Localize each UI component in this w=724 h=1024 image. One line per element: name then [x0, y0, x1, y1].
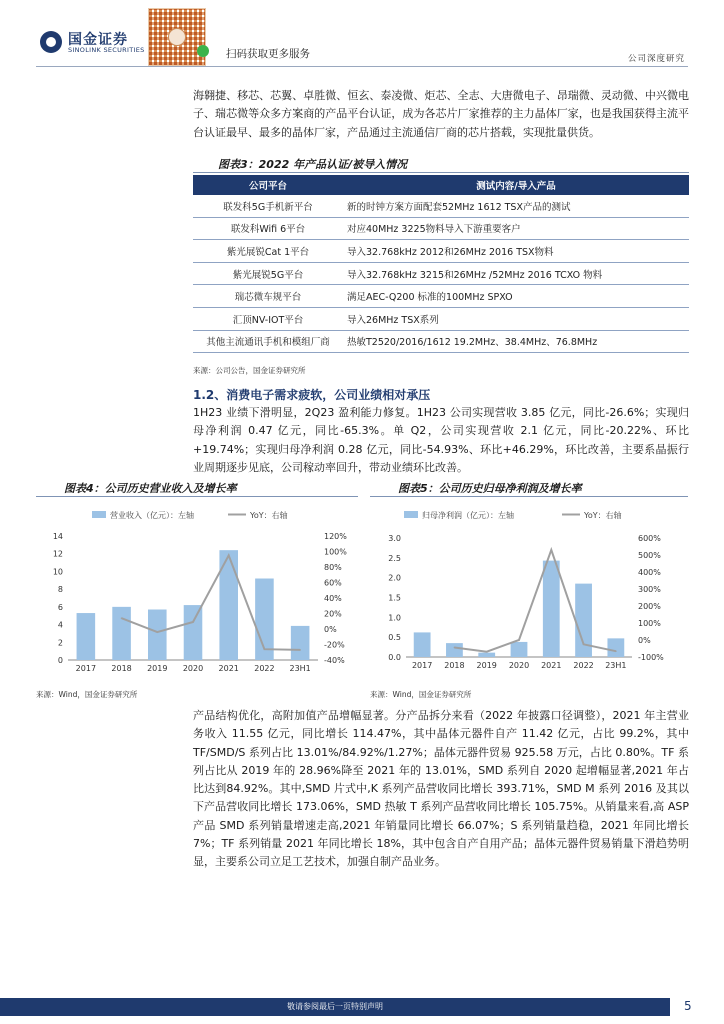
- left-axis-tick-label: 2: [57, 638, 63, 648]
- legend-line-label: YoY：右轴: [584, 511, 622, 520]
- bar-2020: [184, 605, 203, 660]
- table-cell: 热敏T2520/2016/1612 19.2MHz、38.4MHz、76.8MHz: [343, 330, 689, 353]
- left-axis-tick-label: 4: [57, 620, 63, 630]
- x-tick-label: 2017: [411, 661, 433, 670]
- table-header-row: [193, 175, 689, 195]
- report-type: 公司深度研究: [627, 54, 685, 64]
- bar-2019: [478, 653, 495, 657]
- table-row: [193, 217, 689, 240]
- left-axis-tick-label: 14: [52, 532, 63, 541]
- right-axis-tick-label: 0%: [638, 636, 651, 645]
- right-axis-tick-label: 0%: [324, 625, 337, 634]
- x-tick-label: 2018: [444, 661, 465, 670]
- left-axis-tick-label: 0.5: [388, 633, 401, 643]
- figure5-title: 图表5：公司历史归母净利润及增长率: [398, 482, 582, 495]
- table-cell: 对应40MHz 3225物料导入下游重要客户: [343, 217, 689, 240]
- left-axis-tick-label: 6: [57, 602, 63, 612]
- figure3-source: 来源：公司公告，国金证券研究所: [193, 366, 306, 375]
- right-axis-tick-label: 60%: [324, 578, 342, 588]
- page-number: 5: [684, 999, 692, 1013]
- figure3-title: 图表3：2022 年产品认证/被导入情况: [218, 158, 408, 171]
- revenue-chart: [36, 500, 358, 685]
- bar-2020: [511, 642, 528, 657]
- table-row: [193, 262, 689, 285]
- left-axis-tick-label: 8: [57, 585, 63, 595]
- figure4-title: 图表4：公司历史营业收入及增长率: [64, 482, 237, 495]
- section-title: 1.2、消费电子需求疲软，公司业绩相对承压: [193, 388, 431, 402]
- figure3-title-rule: [193, 172, 689, 173]
- table-header-platform: 公司平台: [193, 175, 343, 195]
- closing-paragraph: 产品结构优化，高附加值产品增幅显著。分产品拆分来看（2022 年披露口径调整），2021 年主营业务收入 11.55 亿元，同比增长 114.47%，其中晶体元器件自产 11.42 亿元，占比 99.2%，其中 TF/SMD/S 系列占比 13.01%/84.92%/1.27%；晶体元器件贸易 925.58 万元，占比 0.80%。TF 系列占比从 2019 年的 28.96%降至 2021 年的 13.01%，SMD 系列自 2020 起增幅显著,2021 年占比达到84.92%。其中,SMD 片式中,K 系列产品营收同比增长 393.71%，SMD M 系列 2016 及其以下产品营收同比增长 173.06%，SMD 热敏 T 系列产品营收同比增长 105.75%。从销量来看,高 ASP 产品 SMD 系列销量增速走高,2021 年销量同比增长 66.07%；S 系列销量趋稳，2021 年同比增长 7%；TF 系列销量 2021 年同比增长 18%，其中包含自产自用产品；晶体元器件贸易销量下滑趋势明显，主要系公司立足工艺技术，加强自制产品业务。: [193, 709, 689, 869]
- right-axis-tick-label: 400%: [638, 568, 661, 577]
- yoy-point-2022: [583, 643, 585, 645]
- left-axis-tick-label: 2.5: [388, 553, 401, 563]
- right-axis-tick-label: 100%: [638, 619, 661, 628]
- x-tick-label: 2022: [573, 661, 594, 670]
- right-axis-tick-label: 500%: [638, 551, 661, 560]
- yoy-point-2018: [121, 617, 123, 619]
- footer-disclaimer[interactable]: 敬请参阅最后一页特别声明: [287, 1002, 383, 1011]
- table-cell: 导入32.768kHz 2012和26MHz 2016 TSX物料: [343, 240, 689, 263]
- figure5-title-rule: [370, 496, 688, 497]
- table-cell: 联发科5G手机新平台: [193, 195, 343, 217]
- bar-23H1: [291, 626, 310, 660]
- table-cell: 导入26MHz TSX系列: [343, 307, 689, 330]
- left-axis-tick-label: 3.0: [388, 534, 401, 543]
- bar-2019: [148, 610, 167, 660]
- figure4-title-rule: [36, 496, 358, 497]
- x-tick-label: 2019: [147, 664, 168, 673]
- legend-bar-label: 归母净利润（亿元）：左轴: [422, 511, 514, 520]
- table-row: [193, 330, 689, 353]
- x-tick-label: 2020: [182, 664, 204, 673]
- certification-table: [193, 175, 689, 353]
- right-axis-tick-label: -100%: [638, 653, 664, 662]
- yoy-point-2022: [264, 648, 266, 650]
- table-row: [193, 195, 689, 217]
- right-axis-tick-label: 80%: [324, 563, 342, 572]
- qr-center-mark: [168, 28, 186, 46]
- header-divider: [36, 66, 688, 67]
- bar-2018: [446, 643, 463, 657]
- legend-bar-swatch: [404, 511, 418, 518]
- yoy-point-23H1: [299, 649, 301, 651]
- table-cell: 紫光展锐5G平台: [193, 262, 343, 285]
- bar-23H1: [607, 638, 624, 657]
- table-cell: 导入32.768kHz 3215和26MHz /52MHz 2016 TCXO 物料: [343, 262, 689, 285]
- table-row: [193, 240, 689, 263]
- figure4-source: 来源：Wind，国金证券研究所: [36, 690, 138, 699]
- left-axis-tick-label: 10: [52, 567, 63, 577]
- x-tick-label: 23H1: [289, 664, 311, 673]
- right-axis-tick-label: 20%: [324, 609, 342, 619]
- table-cell: 其他主流通讯手机和模组厂商: [193, 330, 343, 353]
- left-axis-tick-label: 0.0: [388, 653, 401, 662]
- right-axis-tick-label: 200%: [638, 602, 661, 611]
- right-axis-tick-label: 120%: [324, 532, 347, 541]
- legend-bar-label: 营业收入（亿元）：左轴: [110, 511, 194, 520]
- wechat-badge-icon: [197, 45, 209, 57]
- legend-bar-swatch: [92, 511, 106, 518]
- x-tick-label: 2021: [218, 664, 239, 673]
- bar-2017: [77, 613, 96, 660]
- x-tick-label: 2020: [508, 661, 530, 670]
- intro-paragraph: 海翱捷、移芯、芯翼、卓胜微、恒玄、泰凌微、炬芯、全志、大唐微电子、昂瑞微、灵动微、中兴微电子、瑞芯微等众多方案商的产品平台认证，成为各芯片厂家推荐的主力晶体厂家，也是我国获得主流平台认证最早、最多的晶体厂家，产品通过主流通信厂商的芯片搭载，实现批量供货。: [193, 89, 689, 139]
- right-axis-tick-label: 600%: [638, 534, 661, 543]
- x-tick-label: 2018: [111, 664, 132, 673]
- right-axis-tick-label: -40%: [324, 656, 345, 665]
- x-tick-label: 2017: [75, 664, 97, 673]
- table-cell: 联发科Wifi 6平台: [193, 217, 343, 240]
- logo-text-cn: 国金证券: [68, 32, 128, 48]
- table-cell: 满足AEC-Q200 标准的100MHz SPXO: [343, 285, 689, 308]
- left-axis-tick-label: 1.0: [388, 613, 401, 623]
- x-tick-label: 2019: [476, 661, 497, 670]
- yoy-point-2020: [518, 639, 520, 641]
- yoy-point-2021: [228, 555, 230, 557]
- yoy-point-23H1: [615, 650, 617, 652]
- right-axis-tick-label: 100%: [324, 547, 347, 557]
- table-cell: 汇顶NV-IOT平台: [193, 307, 343, 330]
- right-axis-tick-label: 40%: [324, 594, 342, 603]
- table-cell: 新的时钟方案方面配套52MHz 1612 TSX产品的测试: [343, 195, 689, 217]
- yoy-point-2021: [550, 549, 552, 551]
- bar-2021: [543, 561, 560, 657]
- company-logo-icon: [40, 31, 62, 53]
- table-row: [193, 285, 689, 308]
- table-cell: 瑞芯微车规平台: [193, 285, 343, 308]
- scan-prompt: 扫码获取更多服务: [226, 48, 310, 60]
- table-row: [193, 307, 689, 330]
- legend-line-label: YoY：右轴: [250, 511, 288, 520]
- right-axis-tick-label: 300%: [638, 585, 661, 594]
- yoy-point-2019: [486, 651, 488, 653]
- bar-2018: [112, 607, 131, 660]
- x-tick-label: 2021: [541, 661, 562, 670]
- yoy-point-2020: [192, 621, 194, 623]
- left-axis-tick-label: 2.0: [388, 573, 401, 583]
- x-tick-label: 2022: [254, 664, 275, 673]
- section-paragraph: 1H23 业绩下滑明显，2Q23 盈利能力修复。1H23 公司实现营收 3.85 亿元，同比-26.6%；实现归母净利润 0.47 亿元，同比-65.3%。单 Q2，公司实现营收 2.1 亿元，同比-20.22%、环比+19.74%；实现归母净利润 0.28 亿元，同比-54.93%、环比+46.29%，环比改善，主要系晶振行业周期逐步见底，公司稼动率回升，带动业绩环比改善。: [193, 406, 689, 474]
- bar-2017: [414, 632, 431, 657]
- net-profit-chart: [370, 500, 688, 685]
- table-header-content: 测试内容/导入产品: [343, 175, 689, 195]
- left-axis-tick-label: 0: [57, 656, 63, 665]
- x-tick-label: 23H1: [605, 661, 627, 670]
- yoy-point-2018: [454, 647, 456, 649]
- left-axis-tick-label: 1.5: [388, 593, 401, 603]
- figure5-source: 来源：Wind，国金证券研究所: [370, 690, 472, 699]
- table-cell: 紫光展锐Cat 1平台: [193, 240, 343, 263]
- left-axis-tick-label: 12: [52, 549, 63, 559]
- right-axis-tick-label: -20%: [324, 640, 345, 650]
- yoy-point-2019: [156, 631, 158, 633]
- logo-text-en: SINOLINK SECURITIES: [68, 46, 145, 54]
